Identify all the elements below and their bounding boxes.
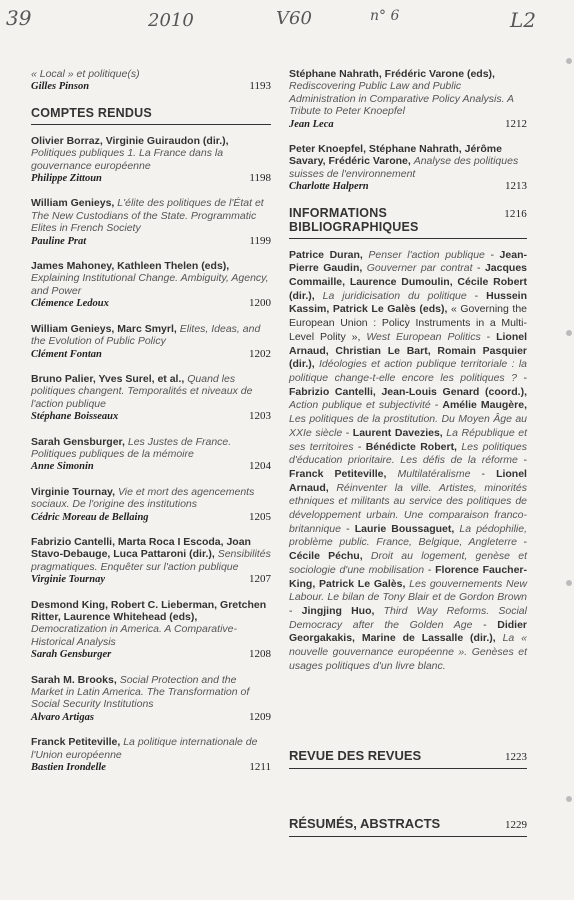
entry-page: 1202 — [249, 347, 271, 360]
entry-title: La politique internationale de l'Union européenne — [31, 736, 258, 761]
entry-authors: Desmond King, Robert C. Lieberman, Gretchen Ritter, Laurence Whitehead (eds), — [31, 598, 267, 623]
toc-entry — [31, 436, 271, 474]
biblio-text: - — [424, 563, 436, 576]
entry-title: Explaining Institutional Change. Ambiguity, Agency, and Power — [31, 272, 269, 297]
biblio-text: - — [353, 440, 366, 453]
entry-reviewer-line — [31, 711, 271, 724]
entry-reviewer-line — [31, 511, 271, 524]
biblio-title: Multilatéralisme — [397, 467, 471, 480]
biblio-title: La juridicisation du politique — [322, 289, 467, 302]
biblio-title: Les politiques d'éducation prioritaire. Les défis de la réforme — [289, 440, 527, 467]
biblio-authors: Hussein Kassim, Patrick Le Galès (eds), — [289, 289, 527, 316]
entry-reviewer: Virginie Tournay — [31, 574, 106, 586]
entry-title: Vie et mort des agencements sociaux. De l'origine des institutions — [31, 485, 255, 511]
toc-entry — [31, 486, 271, 524]
toc-entry — [31, 68, 271, 94]
biblio-text: - — [342, 426, 353, 439]
biblio-text: - — [430, 399, 443, 412]
entry-text — [31, 536, 271, 573]
entry-reviewer-line — [31, 172, 271, 185]
entry-title: Sensibilités pragmatiques. Enquêter sur l'action publique — [31, 548, 271, 573]
biblio-authors: Patrice Duran, — [289, 248, 369, 261]
left-column — [31, 68, 271, 786]
handwritten-year: 2010 — [148, 10, 194, 31]
entry-authors: William Genieys, Marc Smyrl, — [31, 322, 177, 335]
entry-reviewer-line — [31, 235, 271, 248]
entry-text — [31, 197, 271, 234]
entry-reviewer: Pauline Prat — [31, 235, 87, 247]
biblio-authors: Jacques Commaille, Laurence Dumoulin, Cécile Robert (dir.), — [289, 262, 527, 302]
biblio-title: Third Way Reforms. Social Democracy after the Golden Age — [289, 604, 527, 631]
biblio-title: La République et ses territoires — [289, 426, 527, 453]
biblio-authors: Amélie Maugère, — [442, 399, 527, 412]
entry-reviewer: Alvaro Artigas — [31, 711, 94, 723]
biblio-text: - — [289, 604, 302, 617]
entry-reviewer: Clémence Ledoux — [31, 298, 109, 310]
biblio-title: La pédophilie, problème public. France, Belgique, Angleterre — [289, 522, 527, 549]
biblio-title: Penser l'action publique — [368, 248, 485, 261]
biblio-authors: Fabrizio Cantelli, Jean-Louis Genard (coord.), — [289, 385, 527, 398]
entry-authors: Olivier Borraz, Virginie Guiraudon (dir.), — [31, 134, 229, 147]
entry-text — [31, 486, 271, 511]
entry-authors: Stéphane Nahrath, Frédéric Varone (eds), — [289, 68, 495, 80]
entry-title: Les Justes de France. Politiques publiques de la mémoire — [31, 435, 232, 460]
entry-reviewer: Clément Fontan — [31, 348, 102, 360]
right-column — [289, 68, 527, 673]
entry-reviewer: Sarah Gensburger — [31, 649, 112, 661]
biblio-authors: Jean-Pierre Gaudin, — [289, 248, 527, 275]
toc-entry — [31, 536, 271, 587]
entry-title: Social Protection and the Market in Latin America. The Transformation of Social Security Institutions — [31, 673, 250, 711]
biblio-title: Droit au logement, genèse et sociologie d'une mobilisation — [289, 550, 527, 576]
entry-reviewer-line — [31, 410, 271, 423]
biblio-authors: Didier Georgakakis, Marine de Lassalle (dir.), — [289, 618, 527, 645]
entry-authors: Sarah M. Brooks, — [31, 673, 117, 686]
entry-title: « Local » et politique(s) — [31, 68, 140, 80]
entry-reviewer-line — [31, 80, 271, 93]
biblio-text: - — [472, 618, 498, 631]
entry-title: Politiques publiques 1. La France dans la gouvernance européenne — [31, 147, 224, 172]
entry-page: 1204 — [249, 460, 271, 473]
section-heading — [31, 106, 271, 125]
revue-des-revues-heading — [289, 748, 527, 769]
entry-text — [31, 674, 271, 711]
entry-reviewer: Bastien Irondelle — [31, 762, 106, 774]
biblio-text: - — [470, 467, 497, 480]
entry-authors: Fabrizio Cantelli, Marta Roca I Escoda, Joan Stavo-Debauge, Luca Pattaroni (dir.), — [31, 535, 251, 561]
toc-entry — [31, 197, 271, 248]
toc-entry — [31, 260, 271, 311]
entry-authors: Virginie Tournay, — [31, 485, 116, 498]
toc-entry — [31, 135, 271, 186]
biblio-title: La « nouvelle gouvernance européenne ». Genèses et usages politiques d'un livre blanc. — [289, 632, 527, 672]
handwritten-volume: V60 — [276, 8, 312, 29]
section-label: INFORMATIONS BIBLIOGRAPHIQUES — [289, 205, 419, 234]
entry-page: 1208 — [249, 648, 271, 661]
biblio-text: - — [517, 454, 528, 467]
entry-authors: William Genieys, — [31, 197, 115, 210]
entry-text — [31, 260, 271, 297]
handwritten-issue: n° 6 — [370, 8, 400, 24]
bibliographic-information-list — [289, 249, 527, 674]
entry-reviewer: Cédric Moreau de Bellaing — [31, 511, 149, 523]
entry-text — [289, 68, 527, 118]
biblio-authors: Lionel Arnaud, Christian Le Bart, Romain Pasquier (dir.), — [289, 330, 527, 371]
entry-text — [31, 436, 271, 461]
entry-authors: Sarah Gensburger, — [31, 435, 125, 448]
entry-page: 1205 — [249, 510, 271, 523]
entry-title: Quand les politiques changent. Temporalités et niveaux de l'action publique — [31, 372, 253, 410]
entry-reviewer-line — [31, 348, 271, 361]
entry-reviewer: Philippe Zittoun — [31, 173, 102, 185]
entry-title: Rediscovering Public Law and Public Administration in Comparative Policy Analysis. A Tribute to Peter Knoepfel — [289, 80, 514, 118]
entry-page: 1193 — [249, 80, 271, 93]
entry-reviewer: Gilles Pinson — [31, 81, 90, 93]
entry-reviewer-line — [31, 297, 271, 310]
biblio-text: - — [466, 289, 487, 302]
biblio-text: - — [480, 330, 497, 343]
section-page: 1216 — [504, 207, 527, 220]
biblio-text: - — [484, 248, 500, 261]
biblio-authors: Laurie Boussaguet, — [354, 522, 460, 535]
binder-hole — [566, 330, 572, 336]
binder-hole — [566, 58, 572, 64]
toc-entry — [289, 68, 527, 131]
entry-authors: Franck Petiteville, — [31, 736, 121, 749]
biblio-authors: Cécile Péchu, — [289, 550, 371, 563]
entry-reviewer-line — [289, 118, 527, 131]
entry-reviewer-line — [31, 460, 271, 473]
entry-text — [31, 599, 271, 649]
entry-reviewer: Charlotte Halpern — [289, 181, 369, 193]
entry-reviewer-line — [289, 180, 527, 193]
entry-text — [31, 373, 271, 410]
entry-authors: James Mahoney, Kathleen Thelen (eds), — [31, 260, 230, 273]
biblio-text: - — [517, 371, 527, 384]
entry-reviewer: Anne Simonin — [31, 461, 94, 473]
resumes-page: 1229 — [505, 819, 527, 831]
resumes-label: RÉSUMÉS, ABSTRACTS — [289, 816, 441, 831]
toc-entry — [31, 736, 271, 774]
handwritten-mark: L2 — [510, 8, 537, 32]
handwritten-page-number: 39 — [6, 6, 32, 30]
binder-hole — [566, 580, 572, 586]
entry-page: 1213 — [505, 180, 527, 193]
entry-reviewer: Stéphane Boisseaux — [31, 411, 119, 423]
biblio-title: Les politiques de la prostitution. Du Moyen Âge au XXIe siècle — [289, 413, 527, 439]
entry-text — [289, 143, 527, 180]
biblio-title: Idéologies et action publique territoriale : la politique change-t-elle encore les politiques ? — [289, 358, 527, 384]
entry-page: 1200 — [249, 297, 271, 310]
entry-text — [31, 135, 271, 172]
entry-reviewer-line — [31, 761, 271, 774]
entry-page: 1207 — [249, 573, 271, 586]
biblio-text: - — [516, 536, 527, 549]
entry-title: Democratization in America. A Comparative-Historical Analysis — [31, 623, 237, 648]
binder-hole — [566, 796, 572, 802]
entry-page: 1199 — [249, 234, 271, 247]
toc-entry — [31, 599, 271, 662]
toc-entry — [289, 143, 527, 194]
entry-text — [31, 736, 271, 761]
biblio-authors: Franck Petiteville, — [289, 467, 398, 480]
revue-page: 1223 — [505, 751, 527, 763]
entry-title: Elites, Ideas, and the Evolution of Public Policy — [31, 322, 261, 348]
biblio-authors: Bénédicte Robert, — [365, 440, 462, 453]
toc-entry — [31, 373, 271, 424]
biblio-authors: Lionel Arnaud, — [289, 467, 527, 494]
entry-title: L'élite des politiques de l'État et The New Custodians of the State. Programmatic Elites in French Society — [31, 197, 264, 235]
biblio-text: - — [472, 262, 485, 275]
entry-page: 1212 — [505, 117, 527, 130]
entry-title: Analyse des politiques suisses de l'environnement — [289, 155, 519, 180]
biblio-title: Action publique et subjectivité — [289, 399, 431, 412]
entry-page: 1209 — [249, 710, 271, 723]
biblio-title: West European Politics — [366, 330, 481, 343]
entry-authors: Peter Knoepfel, Stéphane Nahrath, Jérôme Savary, Frédéric Varone, — [289, 143, 502, 168]
biblio-title: Les gouvernements New Labour. Le bilan de Tony Blair et de Gordon Brown — [289, 577, 527, 604]
entry-reviewer: Jean Leca — [289, 118, 334, 130]
biblio-text: - — [340, 522, 355, 535]
entry-page: 1211 — [249, 761, 271, 774]
biblio-title: Réinventer la ville. Artistes, minorités ethniques et militants au service des politiques de développement urbain. Une comparaison franco-britannique — [289, 481, 527, 535]
entry-reviewer-line — [31, 648, 271, 661]
biblio-authors: Florence Faucher-King, Patrick Le Galès, — [289, 563, 527, 590]
toc-entry — [31, 674, 271, 725]
biblio-text: « Governing the European Union : Policy Instruments in a Multi-Level Polity », — [289, 303, 527, 343]
toc-entry — [31, 323, 271, 361]
section-heading — [289, 206, 527, 239]
entry-authors: Bruno Palier, Yves Surel, et al., — [31, 372, 185, 385]
entry-text — [31, 323, 271, 348]
entry-text — [31, 68, 271, 80]
biblio-title: Gouverner par contrat — [366, 262, 473, 275]
entry-page: 1198 — [249, 172, 271, 185]
entry-reviewer-line — [31, 573, 271, 586]
revue-label: REVUE DES REVUES — [289, 748, 422, 763]
section-label: COMPTES RENDUS — [31, 105, 152, 120]
biblio-authors: Jingjing Huo, — [301, 604, 384, 617]
resumes-heading — [289, 816, 527, 837]
entry-page: 1203 — [249, 410, 271, 423]
biblio-authors: Laurent Davezies, — [352, 426, 447, 439]
